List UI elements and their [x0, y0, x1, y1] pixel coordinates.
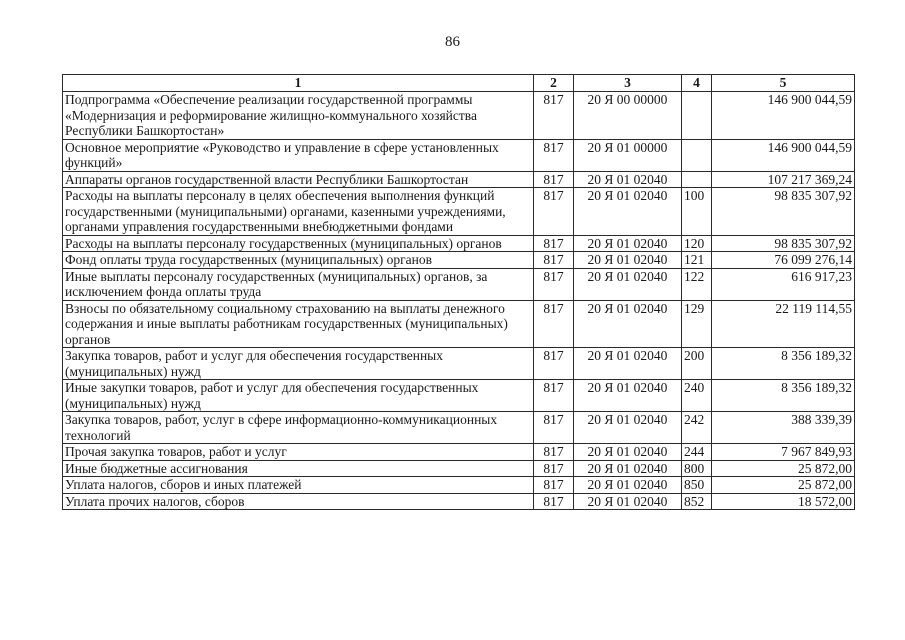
- row-csr-cell: 20 Я 01 02040: [574, 380, 682, 412]
- row-vr-cell: 120: [682, 235, 712, 252]
- row-vr-cell: [682, 92, 712, 140]
- row-name-cell: Уплата прочих налогов, сборов: [63, 493, 534, 510]
- row-amount-cell: 25 872,00: [712, 477, 855, 494]
- page-number: 86: [445, 34, 460, 50]
- row-name-cell: Взносы по обязательному социальному страхованию на выплаты денежного содержания и иные выплаты работникам государственных (муниципальных) органов: [63, 300, 534, 348]
- row-vr-cell: 122: [682, 268, 712, 300]
- table-row: [63, 235, 855, 252]
- row-ved-cell: 817: [534, 171, 574, 188]
- row-vr-cell: 850: [682, 477, 712, 494]
- row-vr-cell: 852: [682, 493, 712, 510]
- column-header: 1: [63, 75, 534, 92]
- row-vr-cell: 200: [682, 348, 712, 380]
- row-name-cell: Прочая закупка товаров, работ и услуг: [63, 444, 534, 461]
- column-header: 4: [682, 75, 712, 92]
- row-amount-cell: 146 900 044,59: [712, 92, 855, 140]
- row-csr-cell: 20 Я 01 02040: [574, 252, 682, 269]
- row-csr-cell: 20 Я 01 02040: [574, 188, 682, 236]
- column-header: 3: [574, 75, 682, 92]
- row-csr-cell: 20 Я 01 02040: [574, 348, 682, 380]
- row-ved-cell: 817: [534, 252, 574, 269]
- row-vr-cell: [682, 139, 712, 171]
- row-amount-cell: 22 119 114,55: [712, 300, 855, 348]
- table-row: [63, 171, 855, 188]
- row-csr-cell: 20 Я 01 02040: [574, 444, 682, 461]
- row-name-cell: Иные закупки товаров, работ и услуг для обеспечения государственных (муниципальных) нужд: [63, 380, 534, 412]
- row-ved-cell: 817: [534, 268, 574, 300]
- row-name-cell: Расходы на выплаты персоналу в целях обеспечения выполнения функций государственными (муниципальными) органами, казенными учреждениями, органами управления государственными внебюджетными фондами: [63, 188, 534, 236]
- row-csr-cell: 20 Я 00 00000: [574, 92, 682, 140]
- table-row: [63, 139, 855, 171]
- table-row: [63, 412, 855, 444]
- row-amount-cell: 98 835 307,92: [712, 188, 855, 236]
- row-csr-cell: 20 Я 01 02040: [574, 235, 682, 252]
- table-row: [63, 460, 855, 477]
- row-name-cell: Закупка товаров, работ и услуг для обеспечения государственных (муниципальных) нужд: [63, 348, 534, 380]
- row-csr-cell: 20 Я 01 02040: [574, 268, 682, 300]
- row-ved-cell: 817: [534, 477, 574, 494]
- table-row: [63, 348, 855, 380]
- row-csr-cell: 20 Я 01 02040: [574, 493, 682, 510]
- row-ved-cell: 817: [534, 139, 574, 171]
- row-vr-cell: 800: [682, 460, 712, 477]
- table-row: [63, 252, 855, 269]
- row-csr-cell: 20 Я 01 02040: [574, 300, 682, 348]
- row-amount-cell: 616 917,23: [712, 268, 855, 300]
- row-amount-cell: 76 099 276,14: [712, 252, 855, 269]
- row-amount-cell: 7 967 849,93: [712, 444, 855, 461]
- budget-table: [62, 74, 855, 510]
- row-csr-cell: 20 Я 01 02040: [574, 460, 682, 477]
- table-row: [63, 268, 855, 300]
- row-amount-cell: 8 356 189,32: [712, 348, 855, 380]
- table-row: [63, 300, 855, 348]
- row-vr-cell: 129: [682, 300, 712, 348]
- row-amount-cell: 98 835 307,92: [712, 235, 855, 252]
- row-name-cell: Основное мероприятие «Руководство и управление в сфере установленных функций»: [63, 139, 534, 171]
- row-amount-cell: 18 572,00: [712, 493, 855, 510]
- row-amount-cell: 8 356 189,32: [712, 380, 855, 412]
- row-name-cell: Закупка товаров, работ, услуг в сфере информационно-коммуникационных технологий: [63, 412, 534, 444]
- table-row: [63, 380, 855, 412]
- row-csr-cell: 20 Я 01 02040: [574, 412, 682, 444]
- table-row: [63, 188, 855, 236]
- row-name-cell: Уплата налогов, сборов и иных платежей: [63, 477, 534, 494]
- row-name-cell: Аппараты органов государственной власти Республики Башкортостан: [63, 171, 534, 188]
- row-amount-cell: 146 900 044,59: [712, 139, 855, 171]
- row-vr-cell: 244: [682, 444, 712, 461]
- row-ved-cell: 817: [534, 380, 574, 412]
- row-ved-cell: 817: [534, 444, 574, 461]
- table-row: [63, 477, 855, 494]
- row-amount-cell: 25 872,00: [712, 460, 855, 477]
- row-vr-cell: 100: [682, 188, 712, 236]
- row-ved-cell: 817: [534, 188, 574, 236]
- table-row: [63, 493, 855, 510]
- row-csr-cell: 20 Я 01 02040: [574, 477, 682, 494]
- row-name-cell: Подпрограмма «Обеспечение реализации государственной программы «Модернизация и реформирование жилищно-коммунального хозяйства Республики Башкортостан»: [63, 92, 534, 140]
- row-ved-cell: 817: [534, 235, 574, 252]
- row-vr-cell: [682, 171, 712, 188]
- row-csr-cell: 20 Я 01 02040: [574, 171, 682, 188]
- table-row: [63, 444, 855, 461]
- table-body: [63, 92, 855, 510]
- column-header: 5: [712, 75, 855, 92]
- row-ved-cell: 817: [534, 92, 574, 140]
- row-name-cell: Иные бюджетные ассигнования: [63, 460, 534, 477]
- row-ved-cell: 817: [534, 493, 574, 510]
- row-vr-cell: 121: [682, 252, 712, 269]
- table-header-row: [63, 75, 855, 92]
- row-vr-cell: 240: [682, 380, 712, 412]
- row-ved-cell: 817: [534, 300, 574, 348]
- row-name-cell: Фонд оплаты труда государственных (муниципальных) органов: [63, 252, 534, 269]
- row-vr-cell: 242: [682, 412, 712, 444]
- table-row: [63, 92, 855, 140]
- row-ved-cell: 817: [534, 348, 574, 380]
- row-name-cell: Расходы на выплаты персоналу государственных (муниципальных) органов: [63, 235, 534, 252]
- row-csr-cell: 20 Я 01 00000: [574, 139, 682, 171]
- row-name-cell: Иные выплаты персоналу государственных (муниципальных) органов, за исключением фонда оплаты труда: [63, 268, 534, 300]
- row-amount-cell: 107 217 369,24: [712, 171, 855, 188]
- row-amount-cell: 388 339,39: [712, 412, 855, 444]
- row-ved-cell: 817: [534, 412, 574, 444]
- column-header: 2: [534, 75, 574, 92]
- row-ved-cell: 817: [534, 460, 574, 477]
